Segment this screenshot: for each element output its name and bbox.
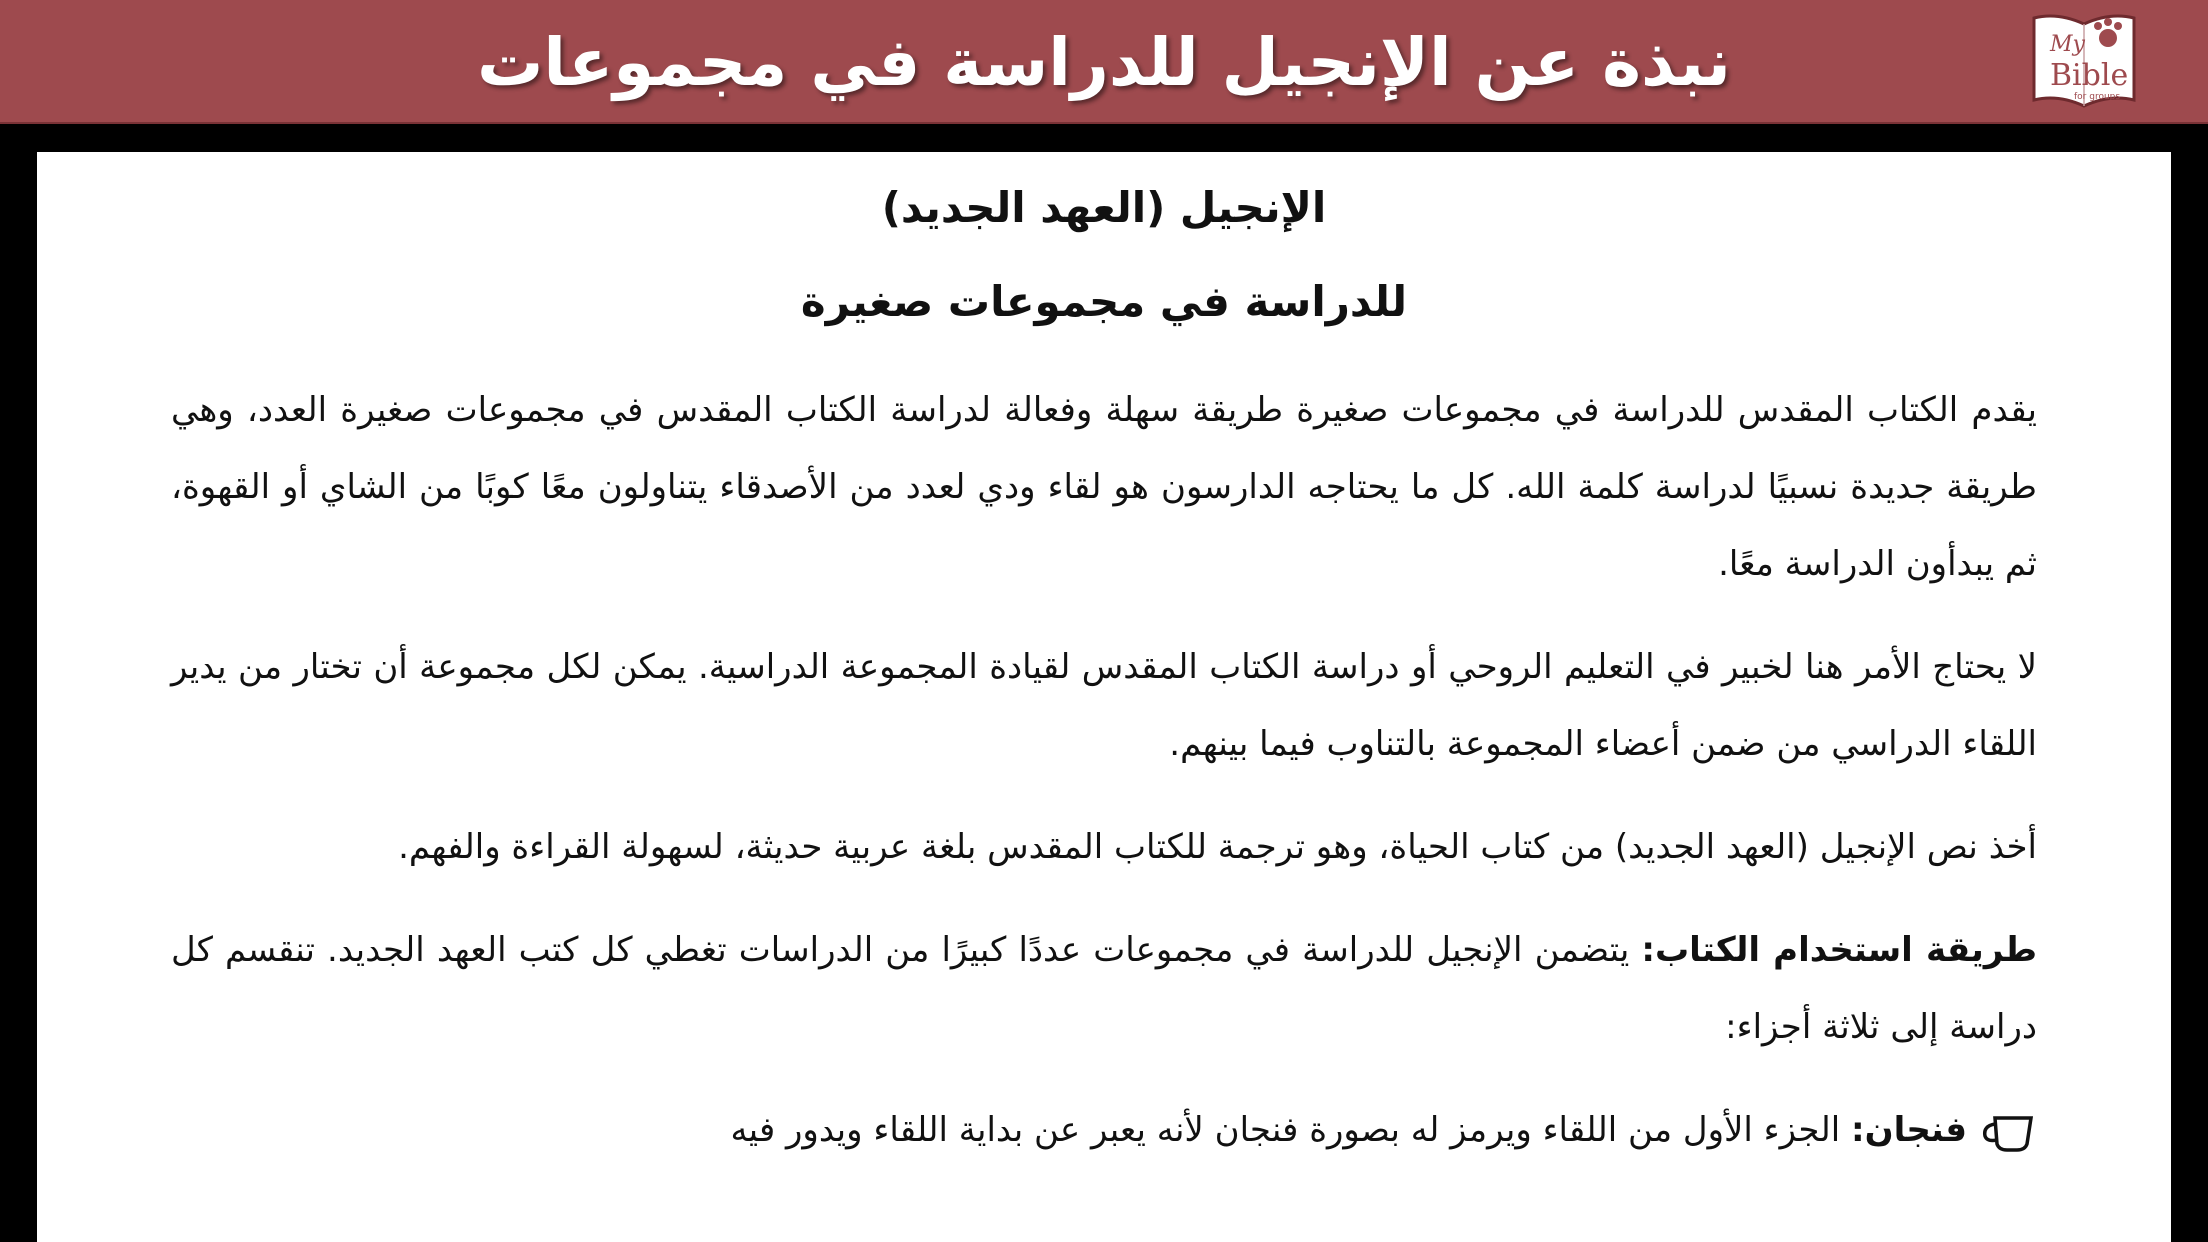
document-subtitle: للدراسة في مجموعات صغيرة [800, 277, 1408, 326]
part-text: الجزء الأول من اللقاء ويرمز له بصورة فنجان لأنه يعبر عن بداية اللقاء ويدور فيه [730, 1110, 1851, 1150]
document-content [171, 162, 2037, 1169]
translation-paragraph: أخذ نص الإنجيل (العهد الجديد) من كتاب الحياة، وهو ترجمة للكتاب المقدس بلغة عربية حديثة، لسهولة القراءة والفهم. [398, 827, 2037, 867]
usage-text: يتضمن الإنجيل للدراسة في مجموعات عددًا كبيرًا من الدراسات تغطي كل كتب العهد الجديد. تنقسم كل دراسة إلى ثلاثة أجزاء: [171, 930, 2037, 1047]
part-description [730, 1092, 1967, 1169]
list-item [171, 1092, 2037, 1169]
logo-text-my: My [2050, 32, 2085, 57]
part-label: فنجان: [1850, 1110, 1967, 1150]
document-title: الإنجيل (العهد الجديد) [881, 183, 1327, 232]
leader-paragraph: لا يحتاج الأمر هنا لخبير في التعليم الروحي أو دراسة الكتاب المقدس لقيادة المجموعة الدراسية. يمكن لكل مجموعة أن تختار من يدير اللقاء الدراسي من ضمن أعضاء المجموعة بالتناوب فيما بينهم. [171, 647, 2037, 764]
intro-paragraph: يقدم الكتاب المقدس للدراسة في مجموعات صغيرة طريقة سهلة وفعالة لدراسة الكتاب المقدس في مجموعات صغيرة العدد، وهي طريقة جديدة نسبيًا لدراسة كلمة الله. كل ما يحتاجه الدارسون هو لقاء ودي لعدد من الأصدقاء يتناولون معًا كوبًا من الشاي أو القهوة، ثم يبدأون الدراسة معًا. [171, 390, 2037, 584]
document-page [37, 152, 2171, 1242]
logo-text-bible: Bible [2050, 58, 2129, 93]
my-bible-logo [2028, 8, 2140, 112]
usage-paragraph [171, 912, 2037, 1066]
usage-label: طريقة استخدام الكتاب: [1641, 930, 2037, 970]
page-title: نبذة عن الإنجيل للدراسة في مجموعات [477, 23, 1731, 101]
logo-text-sub: for groups [2074, 92, 2121, 102]
cup-icon [1981, 1114, 2037, 1154]
header-bar [0, 0, 2208, 124]
